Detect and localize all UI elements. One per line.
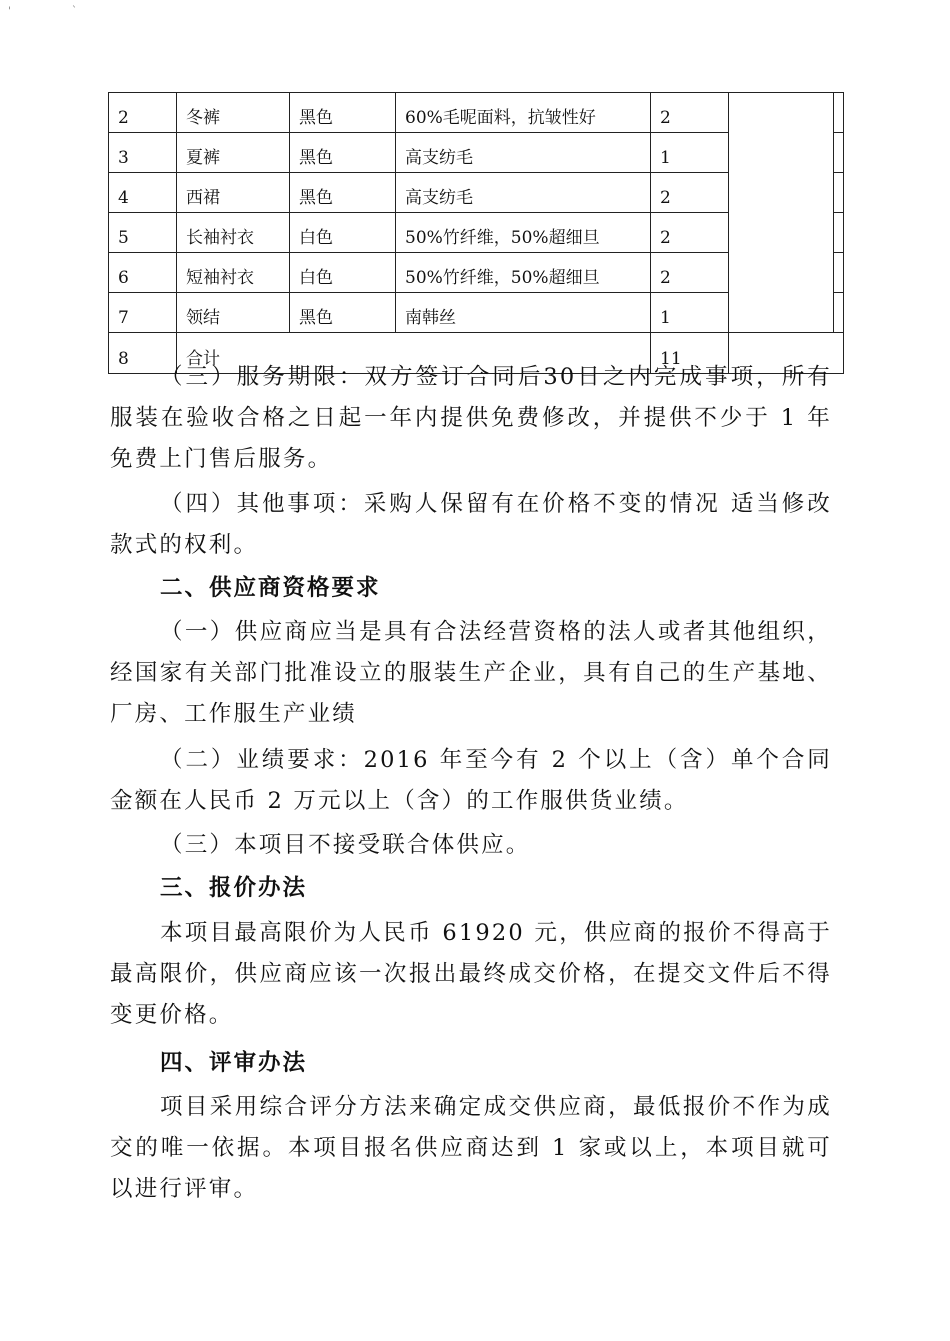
item-material: 50%竹纤维，50%超细旦 <box>396 253 651 293</box>
item-material: 南韩丝 <box>396 293 651 333</box>
section-heading-qualifications: 二、供应商资格要求 <box>160 575 381 601</box>
item-quantity: 1 <box>651 133 729 173</box>
merged-blank-cell <box>729 93 834 333</box>
item-quantity: 2 <box>651 253 729 293</box>
section-heading-review: 四、评审办法 <box>160 1050 308 1076</box>
pricing-paragraph: 本项目最高限价为人民币 61920 元，供应商的报价不得高于最高限价，供应商应该一次报出最终成交价格，在提交文件后不得变更价格。 <box>110 920 832 1028</box>
row-number: 4 <box>109 173 177 213</box>
item-name: 夏裤 <box>177 133 290 173</box>
item-name: 西裙 <box>177 173 290 213</box>
item-color: 黑色 <box>290 133 396 173</box>
scan-mark: ` <box>72 6 77 17</box>
review-paragraph: 项目采用综合评分方法来确定成交供应商，最低报价不作为成交的唯一依据。本项目报名供应商达到 1 家或以上，本项目就可以进行评审。 <box>110 1094 832 1202</box>
qualification-1-paragraph: （一）供应商应当是具有合法经营资格的法人或者其他组织，经国家有关部门批准设立的服装生产企业，具有自己的生产基地、厂房、工作服生产业绩 <box>110 619 832 727</box>
section-heading-pricing: 三、报价办法 <box>160 875 308 901</box>
item-name: 冬裤 <box>177 93 290 133</box>
qualification-2-paragraph: （二）业绩要求：2016 年至今有 2 个以上（含）单个合同金额在人民币 2 万元以上（含）的工作服供货业绩。 <box>110 747 832 814</box>
row-number: 3 <box>109 133 177 173</box>
row-number: 8 <box>109 333 177 374</box>
item-quantity: 2 <box>651 173 729 213</box>
item-color: 白色 <box>290 253 396 293</box>
service-period-paragraph: （三）服务期限：双方签订合同后30日之内完成事项，所有服装在验收合格之日起一年内提供免费修改，并提供不少于 1 年免费上门售后服务。 <box>110 364 832 472</box>
blank-cell <box>834 133 844 173</box>
item-material: 60%毛呢面料，抗皱性好 <box>396 93 651 133</box>
row-number: 2 <box>109 93 177 133</box>
item-material: 高支纺毛 <box>396 133 651 173</box>
row-number: 5 <box>109 213 177 253</box>
item-quantity: 2 <box>651 213 729 253</box>
row-number: 6 <box>109 253 177 293</box>
row-number: 7 <box>109 293 177 333</box>
blank-cell <box>834 173 844 213</box>
blank-cell <box>834 93 844 133</box>
qualification-3-paragraph: （三）本项目不接受联合体供应。 <box>160 832 531 858</box>
item-color: 黑色 <box>290 293 396 333</box>
item-color: 黑色 <box>290 173 396 213</box>
total-label: 合计 <box>177 333 651 374</box>
item-material: 50%竹纤维，50%超细旦 <box>396 213 651 253</box>
item-material: 高支纺毛 <box>396 173 651 213</box>
blank-cell <box>834 213 844 253</box>
item-name: 短袖衬衣 <box>177 253 290 293</box>
item-color: 白色 <box>290 213 396 253</box>
blank-cell <box>834 293 844 333</box>
blank-cell <box>834 253 844 293</box>
item-name: 长袖衬衣 <box>177 213 290 253</box>
item-quantity: 2 <box>651 93 729 133</box>
total-quantity: 11 <box>651 333 729 374</box>
scan-mark: ' <box>8 6 11 17</box>
other-matters-paragraph: （四）其他事项：采购人保留有在价格不变的情况 适当修改款式的权利。 <box>110 491 832 558</box>
uniform-items-table <box>108 92 844 374</box>
item-color: 黑色 <box>290 93 396 133</box>
item-name: 领结 <box>177 293 290 333</box>
item-quantity: 1 <box>651 293 729 333</box>
table-row <box>109 93 844 133</box>
